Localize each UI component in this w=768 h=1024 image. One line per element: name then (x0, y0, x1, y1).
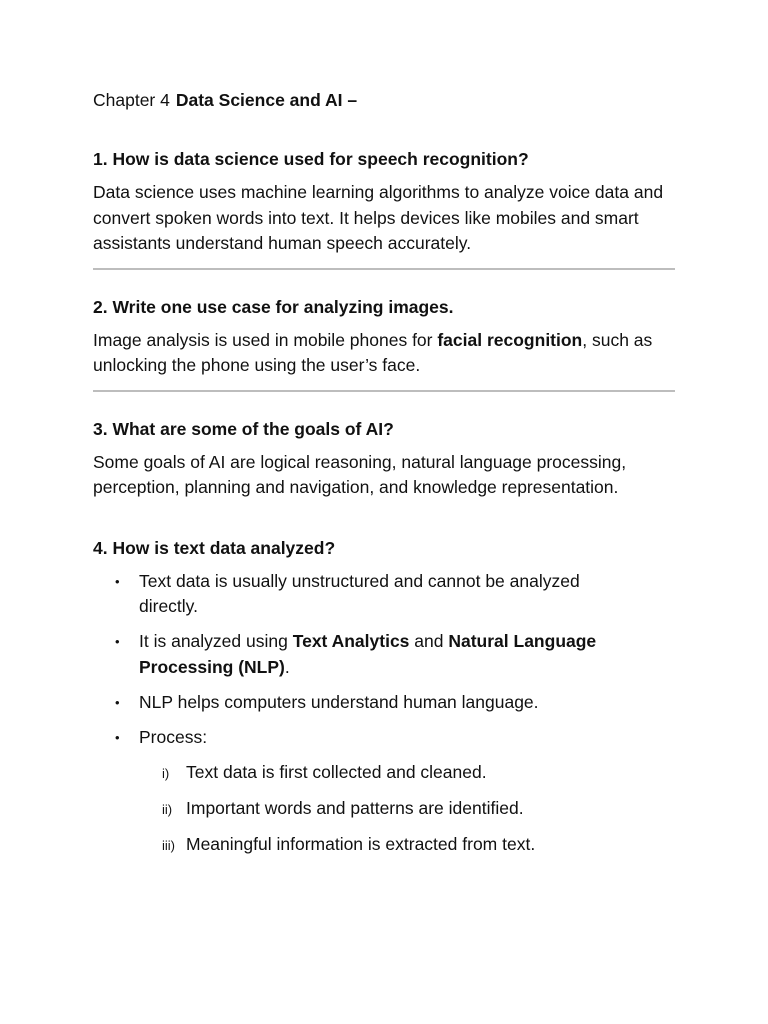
step-item (93, 832, 675, 858)
question-2: 2. Write one use case for analyzing images. (93, 296, 454, 317)
bullet-icon: • (115, 729, 120, 745)
bullet-item-3 (93, 690, 629, 716)
bullet-text-2-bold-1: Text Analytics (292, 631, 410, 651)
answer-2-part-2: , such as unlocking the phone using the user’s face. (93, 329, 653, 375)
bullet-text-3: NLP helps computers understand human language. (139, 691, 539, 712)
process-steps (93, 760, 675, 858)
answer-2-bold: facial recognition (437, 329, 583, 350)
answer-2 (93, 328, 675, 379)
chapter-title: Data Science and AI – (175, 90, 358, 110)
bullet-item-1 (93, 569, 629, 620)
step-number: ii) (162, 801, 173, 817)
bullet-text-2-part-1: It is analyzed using (139, 631, 293, 651)
question-1: 1. How is data science used for speech recognition? (93, 149, 529, 169)
divider-1 (93, 268, 675, 270)
bullet-item-2 (93, 629, 629, 680)
bullet-text-4: Process: (139, 726, 208, 747)
bullet-text-1: Text data is usually unstructured and cannot be analyzed directly. (139, 570, 580, 616)
step-text: Important words and patterns are identified. (186, 797, 524, 818)
step-text: Text data is first collected and cleaned. (186, 761, 487, 782)
bullet-icon: • (115, 694, 120, 710)
bullet-text-2-bold-2: Natural Language Processing (NLP) (139, 631, 597, 677)
step-item (93, 760, 675, 786)
answer-2-part-1: Image analysis is used in mobile phones for (93, 329, 438, 350)
chapter-heading (93, 88, 675, 112)
question-3: 3. What are some of the goals of AI? (93, 418, 394, 439)
question-4: 4. How is text data analyzed? (93, 537, 336, 558)
bullet-icon: • (115, 573, 120, 589)
answer-3: Some goals of AI are logical reasoning, natural language processing, perception, planning and navigation, and knowledge representation. (93, 451, 627, 497)
step-text: Meaningful information is extracted from text. (186, 833, 536, 854)
divider-2 (93, 390, 675, 392)
bullet-text-2-part-3: . (284, 656, 290, 677)
step-item (93, 796, 675, 822)
section-gap (93, 501, 675, 536)
answer-1: Data science uses machine learning algorithms to analyze voice data and convert spoken words into text. It helps devices like mobiles and smart assistants understand human speech accurately. (93, 182, 664, 253)
bullet-icon: • (115, 634, 120, 649)
chapter-label: Chapter 4 (93, 90, 170, 110)
bullet-list (93, 569, 675, 751)
step-number: i) (162, 765, 170, 781)
step-number: iii) (162, 837, 175, 853)
bullet-text-2-part-2: and (409, 631, 449, 651)
bullet-item-4 (93, 725, 629, 751)
